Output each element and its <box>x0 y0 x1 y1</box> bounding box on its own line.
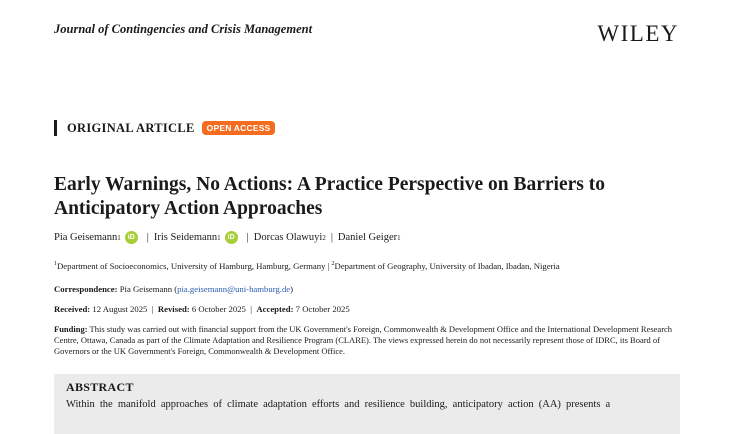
author-list: Pia Geisemann 1 iD | Iris Seidemann 1 iD | Dorcas Olawuyi 2 | Daniel Geiger 1 <box>54 232 401 243</box>
author-name[interactable]: Dorcas Olawuyi <box>253 232 323 243</box>
orcid-icon[interactable]: iD <box>225 231 238 244</box>
author-separator: | <box>246 232 249 243</box>
funding-text: This study was carried out with financial support from the UK Government's Foreign, Commonwealth & Development Office and the International Development Research Centre, Ottawa, Canada as part of the Climate Adaptation and Resilience Program (CLARE). The views expressed herein do not necessarily represent those of IDRC, its Board of Governors or the UK Government's Foreign, Commonwealth & Development Office. <box>54 324 673 356</box>
author-separator: | <box>146 232 149 243</box>
accent-bar <box>54 120 57 136</box>
article-type-row <box>54 120 275 136</box>
author-name[interactable]: Daniel Geiger <box>337 232 398 243</box>
revised-date: 6 October 2025 <box>189 304 246 314</box>
publication-dates <box>54 304 350 314</box>
correspondence-close: ) <box>290 284 294 294</box>
affiliation-sup: 1 <box>54 261 57 268</box>
article-type-label: ORIGINAL ARTICLE <box>67 120 195 135</box>
received-date: 12 August 2025 <box>90 304 148 314</box>
abstract-text: Within the manifold approaches of climate adaptation efforts and resilience building, anticipatory action (AA) presents a <box>66 399 611 410</box>
author-name[interactable]: Iris Seidemann <box>153 232 218 243</box>
funding-label: Funding: <box>54 324 88 334</box>
open-access-badge: OPEN ACCESS <box>202 121 276 135</box>
affiliation-1: Department of Socioeconomics, University of Hamburg, Hamburg, Germany <box>57 261 326 271</box>
affiliations <box>54 261 560 271</box>
correspondence-email-link[interactable]: pia.geisemann@uni-hamburg.de <box>177 284 291 294</box>
accepted-label: Accepted: <box>256 304 294 314</box>
accepted-date: 7 October 2025 <box>293 304 350 314</box>
article-title: Early Warnings, No Actions: A Practice Perspective on Barriers to Anticipatory Action Approaches <box>54 174 605 219</box>
orcid-icon[interactable]: iD <box>125 231 138 244</box>
abstract-heading: ABSTRACT <box>66 380 134 394</box>
date-separator: | <box>245 304 257 314</box>
revised-label: Revised: <box>157 304 190 314</box>
date-separator: | <box>147 304 158 314</box>
publisher-logo: WILEY <box>597 21 679 46</box>
funding-statement <box>54 324 680 357</box>
affiliation-2: Department of Geography, University of Ibadan, Ibadan, Nigeria <box>334 261 560 271</box>
author-separator: | <box>330 232 333 243</box>
correspondence-label: Correspondence: <box>54 284 118 294</box>
affiliation-sup: 2 <box>331 261 335 268</box>
received-label: Received: <box>54 304 91 314</box>
author-name[interactable]: Pia Geisemann <box>54 232 118 243</box>
correspondence <box>54 284 293 294</box>
journal-name: Journal of Contingencies and Crisis Management <box>54 22 313 36</box>
correspondence-name: Pia Geisemann ( <box>117 284 178 294</box>
affiliation-separator: | <box>325 261 332 271</box>
